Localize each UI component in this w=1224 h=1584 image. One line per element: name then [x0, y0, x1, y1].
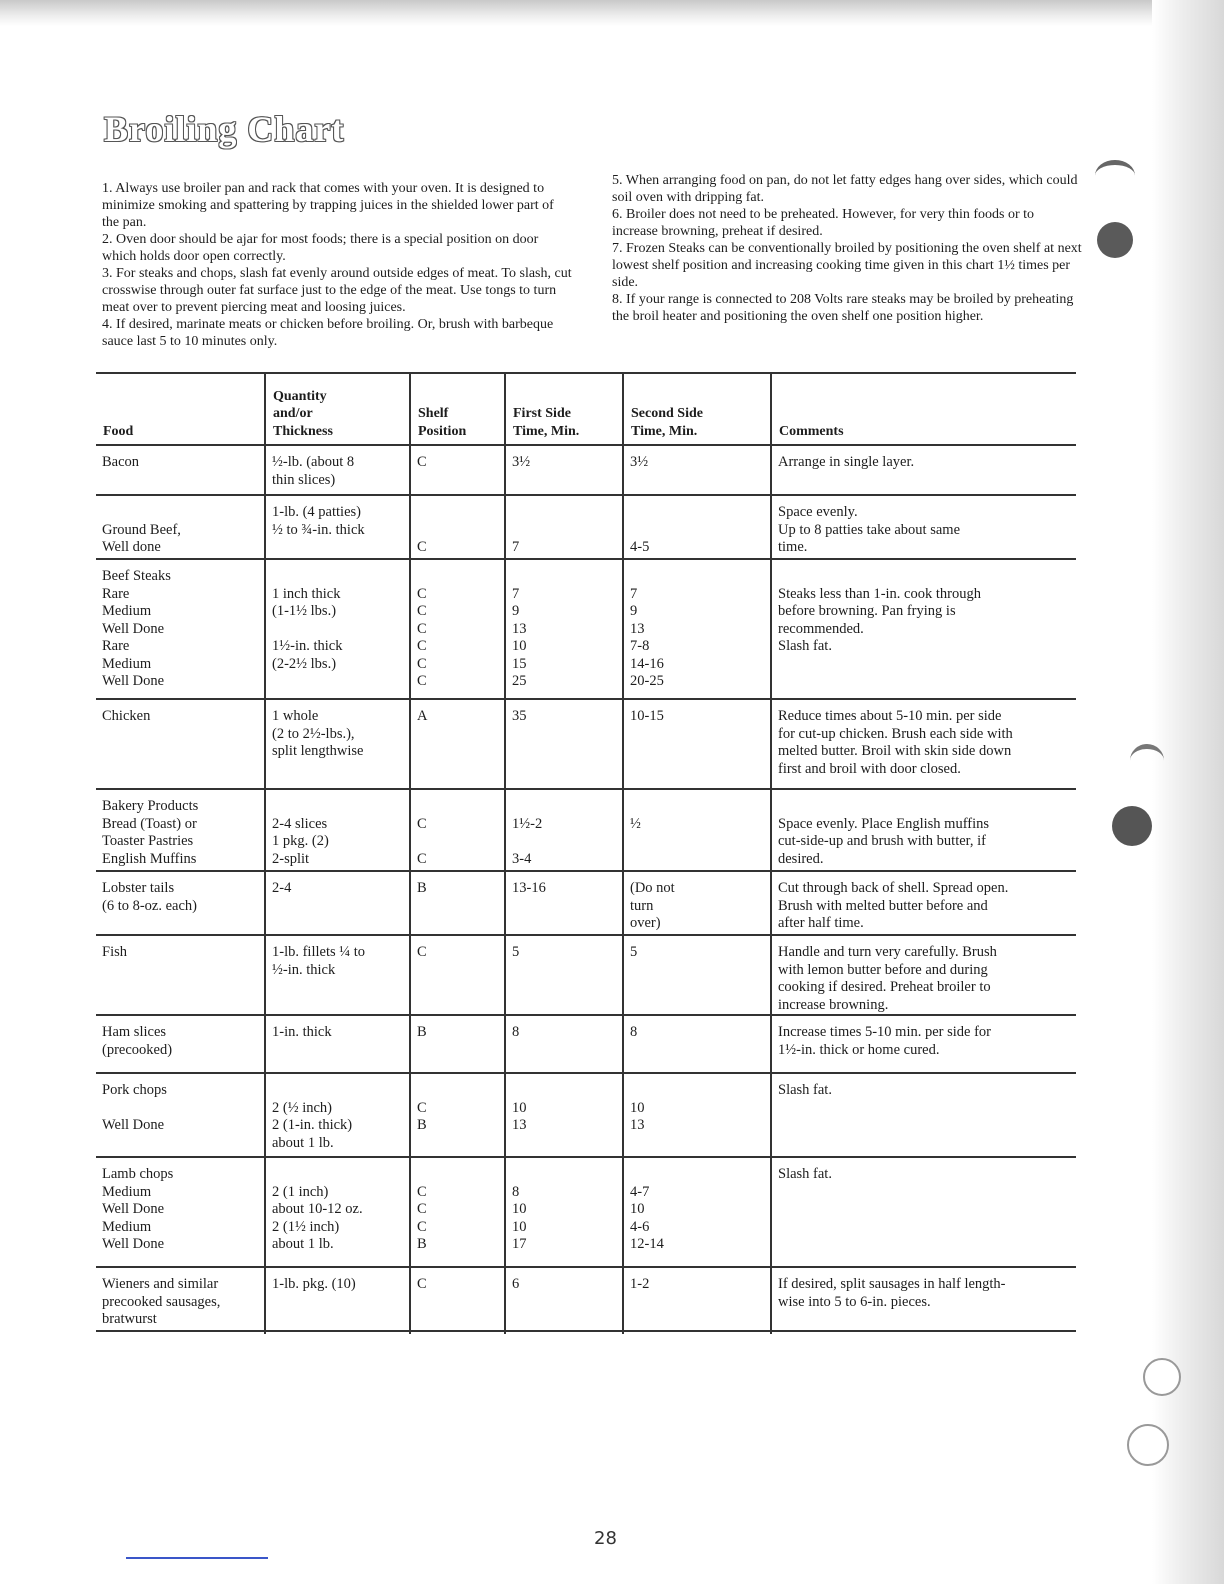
cell-text [102, 504, 258, 522]
cell-text: (precooked) [102, 1041, 173, 1058]
food-cell [96, 496, 266, 562]
header-first-side: First Side Time, Min. [506, 374, 624, 444]
cell-text: B [417, 880, 427, 896]
quantity-cell [266, 1268, 411, 1334]
note-7: 7. Frozen Steaks can be conventionally broiled by positioning the oven shelf at next lowest shelf position and increasing cooking time given in this chart 1½ times per side. [612, 241, 1082, 290]
quantity-cell [266, 700, 411, 788]
cell-text: C [417, 1218, 427, 1235]
cell-text: C [417, 850, 427, 867]
first-side-cell [506, 446, 624, 494]
cell-text: ½ to ¾-in. thick [272, 521, 365, 538]
note-3: 3. For steaks and chops, slash fat evenly around outside edges of meat. To slash, cut crosswise through outer fat surface just to the edge of the meat. Use tongs to turn meat over to prevent piercing meat and loosing juices. [102, 266, 572, 315]
cell-text: 15 [512, 655, 527, 672]
cell-text: Space evenly. Place English muffins [778, 815, 990, 832]
first-side-cell [506, 1074, 624, 1157]
note-2: 2. Oven door should be ajar for most foods; there is a special position on door which holds door open correctly. [102, 232, 539, 264]
cell-text [630, 504, 764, 522]
cell-text: 1½-2 [512, 815, 543, 832]
notes-left [102, 180, 572, 350]
cell-text: 1-in. thick [272, 1024, 332, 1040]
cell-text [630, 1082, 764, 1100]
cell-text: (1-1½ lbs.) [272, 603, 337, 619]
table-row [96, 1158, 1076, 1268]
cell-text: Rare [102, 585, 130, 602]
cell-text: 7 [512, 539, 520, 555]
cell-text: 2-4 slices [272, 815, 328, 832]
cell-text: time. [778, 539, 808, 555]
cell-text [417, 798, 498, 816]
first-side-cell [506, 560, 624, 698]
footer-link-line [126, 1557, 268, 1559]
shelf-cell [411, 560, 506, 698]
broiling-chart-table [96, 372, 1076, 1332]
cell-text: 1½-in. thick [272, 638, 343, 654]
punch-hole [1112, 806, 1152, 846]
note-5: 5. When arranging food on pan, do not let fatty edges hang over sides, which could soil oven with dripping fat. [612, 173, 1078, 205]
cell-text [512, 798, 616, 816]
table-row [96, 560, 1076, 700]
note-6: 6. Broiler does not need to be preheated. However, for very thin foods or to increase browning, preheat if desired. [612, 207, 1035, 239]
food-cell [96, 1016, 266, 1072]
punch-hole [1143, 1358, 1181, 1396]
cell-text: Slash fat. [778, 1166, 832, 1182]
cell-text: 1-lb. (4 patties) [272, 504, 361, 520]
cell-text: C [417, 1183, 427, 1200]
cell-text: 5 [630, 944, 638, 960]
first-side-cell [506, 496, 624, 562]
cell-text: 2 (1 inch) [272, 1183, 329, 1200]
table-row [96, 700, 1076, 790]
cell-text: Medium [102, 655, 152, 672]
quantity-cell [266, 446, 411, 494]
cell-text: 25 [512, 673, 527, 689]
cell-text: 10 [512, 638, 527, 654]
cell-text: Toaster Pastries [102, 833, 194, 849]
shelf-cell [411, 1016, 506, 1072]
cell-text: C [417, 539, 427, 555]
first-side-cell [506, 790, 624, 873]
cell-text: about 1 lb. [272, 1236, 334, 1252]
cell-text: bratwurst [102, 1311, 157, 1327]
table-row [96, 496, 1076, 560]
cell-text [630, 798, 764, 816]
cell-text: (6 to 8-oz. each) [102, 897, 198, 914]
cell-text: 1 inch thick [272, 585, 341, 602]
second-side-cell [624, 1074, 772, 1157]
cell-text [417, 1166, 498, 1184]
comments-cell [772, 936, 1076, 1019]
cell-text: with lemon butter before and during [778, 961, 988, 978]
food-cell [96, 560, 266, 698]
cell-text: 10-15 [630, 708, 664, 724]
cell-text: C [417, 620, 427, 637]
cell-text [512, 1166, 616, 1184]
cell-text: Up to 8 patties take about same [778, 521, 961, 538]
header-comments: Comments [779, 424, 844, 439]
cell-text: Steaks less than 1-in. cook through [778, 585, 981, 602]
cell-text: 12-14 [630, 1236, 664, 1252]
cell-text: Pork chops [102, 1082, 167, 1098]
cell-text: increase browning. [778, 996, 889, 1013]
first-side-cell [506, 872, 624, 938]
food-cell [96, 1158, 266, 1266]
comments-cell [772, 872, 1076, 938]
cell-text: C [417, 944, 427, 960]
cell-text: 13 [630, 1117, 645, 1133]
second-side-cell [624, 560, 772, 698]
shelf-cell [411, 936, 506, 1019]
cell-text: 4-7 [630, 1183, 650, 1200]
cell-text: 2 (1-in. thick) [272, 1117, 353, 1133]
cell-text: ½ [630, 815, 641, 832]
scan-top-edge [0, 0, 1224, 26]
cell-text: about 1 lb. [272, 1134, 334, 1151]
table-body [96, 446, 1076, 1332]
cell-text: (2 to 2½-lbs.), [272, 725, 355, 742]
quantity-cell [266, 872, 411, 938]
cell-text [630, 1166, 764, 1184]
cell-text [272, 798, 403, 816]
cell-text: C [417, 815, 427, 832]
shelf-cell [411, 790, 506, 873]
cell-text [102, 1100, 258, 1118]
cell-text: after half time. [778, 915, 864, 931]
cell-text: Wieners and similar [102, 1276, 219, 1292]
quantity-cell [266, 560, 411, 698]
quantity-cell [266, 1016, 411, 1072]
cell-text: B [417, 1236, 427, 1252]
header-quantity: Quantity and/or Thickness [266, 374, 411, 444]
cell-text: Bread (Toast) or [102, 815, 197, 832]
cell-text: 17 [512, 1236, 527, 1252]
food-cell [96, 1268, 266, 1334]
cell-text: thin slices) [272, 471, 336, 488]
cell-text: C [417, 454, 427, 470]
quantity-cell [266, 496, 411, 562]
cell-text: Well done [102, 539, 161, 555]
cell-text: Reduce times about 5-10 min. per side [778, 708, 1002, 724]
cell-text: turn [630, 897, 654, 914]
cell-text: first and broil with door closed. [778, 760, 961, 777]
quantity-cell [266, 936, 411, 1019]
shelf-cell [411, 446, 506, 494]
page-title: Broiling Chart [104, 109, 345, 149]
cell-text: Ham slices [102, 1024, 167, 1040]
cell-text: 2 (1½ inch) [272, 1218, 340, 1235]
cell-text: cut-side-up and brush with butter, if [778, 833, 987, 849]
cell-text [417, 568, 498, 586]
cell-text: Fish [102, 944, 127, 960]
cell-text: Bacon [102, 454, 140, 470]
cell-text [630, 522, 764, 540]
cell-text [778, 798, 1070, 816]
cell-text: 1-lb. fillets ¼ to [272, 944, 366, 960]
cell-text: B [417, 1024, 427, 1040]
first-side-cell [506, 1158, 624, 1266]
food-cell [96, 446, 266, 494]
cell-text: 1½-in. thick or home cured. [778, 1041, 940, 1058]
food-cell [96, 936, 266, 1019]
cell-text: C [417, 673, 427, 689]
cell-text [272, 673, 403, 691]
cell-text: (2-2½ lbs.) [272, 655, 337, 672]
cell-text: 13-16 [512, 880, 546, 896]
cell-text: 7 [630, 585, 638, 602]
table-row [96, 1074, 1076, 1158]
cell-text: Well Done [102, 673, 165, 689]
cell-text: before browning. Pan frying is [778, 603, 956, 619]
shelf-cell [411, 1158, 506, 1266]
shelf-cell [411, 872, 506, 938]
cell-text: 10 [512, 1099, 527, 1116]
first-side-cell [506, 1016, 624, 1072]
header-food: Food [96, 374, 266, 444]
cell-text: C [417, 1099, 427, 1116]
cell-text: Rare [102, 638, 130, 654]
cell-text: Ground Beef, [102, 521, 181, 538]
cell-text: 10 [512, 1218, 527, 1235]
table-row [96, 872, 1076, 936]
quantity-cell [266, 1158, 411, 1266]
first-side-cell [506, 1268, 624, 1334]
cell-text: Medium [102, 603, 152, 619]
cell-text: 7 [512, 585, 520, 602]
cell-text [512, 522, 616, 540]
cell-text: Slash fat. [778, 638, 832, 654]
cell-text: C [417, 585, 427, 602]
cell-text: 4-5 [630, 539, 650, 555]
cell-text: about 10-12 oz. [272, 1201, 363, 1217]
cell-text [512, 833, 616, 851]
second-side-cell [624, 700, 772, 788]
cell-text: Bakery Products [102, 798, 199, 814]
cell-text: ½-in. thick [272, 961, 336, 978]
cell-text: 35 [512, 708, 527, 724]
cell-text: over) [630, 915, 661, 931]
second-side-cell [624, 1158, 772, 1266]
cell-text: Well Done [102, 1117, 165, 1133]
table-row [96, 936, 1076, 1016]
cell-text: C [417, 1276, 427, 1292]
shelf-cell [411, 1074, 506, 1157]
cell-text: ½-lb. (about 8 [272, 454, 355, 470]
shelf-cell [411, 1268, 506, 1334]
cell-text: 9 [630, 603, 638, 619]
cell-text: 7-8 [630, 638, 650, 654]
cell-text: recommended. [778, 620, 864, 637]
cell-text: 1 whole [272, 708, 319, 724]
cell-text [272, 621, 403, 639]
comments-cell [772, 560, 1076, 698]
second-side-cell [624, 1016, 772, 1072]
cell-text: 3½ [630, 454, 649, 470]
cell-text: 20-25 [630, 673, 664, 689]
cell-text: 4-6 [630, 1218, 650, 1235]
cell-text: 6 [512, 1276, 520, 1292]
cell-text: 14-16 [630, 655, 664, 672]
second-side-cell [624, 790, 772, 873]
cell-text: 2-split [272, 850, 310, 867]
cell-text: Increase times 5-10 min. per side for [778, 1024, 991, 1040]
note-1: 1. Always use broiler pan and rack that comes with your oven. It is designed to minimize smoking and spattering by trapping juices in the shielded lower part of the pan. [102, 181, 554, 230]
scan-right-edge [1152, 0, 1224, 1584]
cell-text: 1-lb. pkg. (10) [272, 1276, 356, 1292]
cell-text: Well Done [102, 620, 165, 637]
cell-text: 13 [630, 620, 645, 637]
quantity-cell [266, 1074, 411, 1157]
cell-text [417, 833, 498, 851]
cell-text: 13 [512, 1117, 527, 1133]
cell-text: precooked sausages, [102, 1293, 221, 1310]
cell-text [417, 1082, 498, 1100]
food-cell [96, 700, 266, 788]
cell-text [630, 851, 764, 869]
cell-text: Lobster tails [102, 880, 175, 896]
cell-text: Chicken [102, 708, 151, 724]
cell-text: Arrange in single layer. [778, 454, 915, 470]
second-side-cell [624, 936, 772, 1019]
cell-text [417, 504, 498, 522]
cell-text: Slash fat. [778, 1082, 832, 1098]
note-4: 4. If desired, marinate meats or chicken before broiling. Or, brush with barbeque sauce last 5 to 10 minutes only. [102, 317, 554, 349]
cell-text: melted butter. Broil with skin side down [778, 743, 1012, 759]
food-cell [96, 790, 266, 873]
comments-cell [772, 1074, 1076, 1157]
second-side-cell [624, 1268, 772, 1334]
cell-text: Well Done [102, 1201, 165, 1217]
table-row [96, 446, 1076, 496]
notes-right [612, 172, 1082, 325]
cell-text: Space evenly. [778, 504, 858, 520]
cell-text: Beef Steaks [102, 568, 171, 584]
punch-hole [1127, 1424, 1169, 1466]
cell-text: C [417, 1201, 427, 1217]
first-side-cell [506, 936, 624, 1019]
cell-text: C [417, 638, 427, 654]
table-row [96, 1268, 1076, 1332]
cell-text: A [417, 708, 428, 724]
cell-text [272, 1166, 403, 1184]
cell-text: 13 [512, 620, 527, 637]
header-second-side: Second Side Time, Min. [624, 374, 772, 444]
comments-cell [772, 1016, 1076, 1072]
cell-text [512, 504, 616, 522]
cell-text: split lengthwise [272, 743, 364, 759]
cell-text: 1-2 [630, 1276, 650, 1292]
cell-text [512, 568, 616, 586]
table-row [96, 790, 1076, 872]
second-side-cell [624, 446, 772, 494]
cell-text: 2-4 [272, 880, 292, 896]
cell-text [512, 1082, 616, 1100]
comments-cell [772, 1268, 1076, 1334]
cell-text [272, 1082, 403, 1100]
cell-text: Well Done [102, 1236, 165, 1252]
cell-text: 5 [512, 944, 520, 960]
cell-text [630, 568, 764, 586]
punch-hole [1097, 222, 1133, 258]
cell-text: Handle and turn very carefully. Brush [778, 944, 997, 960]
shelf-cell [411, 496, 506, 562]
cell-text: C [417, 655, 427, 672]
cell-text: 1 pkg. (2) [272, 833, 329, 849]
cell-text: 8 [512, 1024, 520, 1040]
cell-text: Cut through back of shell. Spread open. [778, 880, 1009, 896]
cell-text: 8 [512, 1183, 520, 1200]
table-header [96, 374, 1076, 444]
comments-cell [772, 446, 1076, 494]
cell-text: B [417, 1117, 427, 1133]
first-side-cell [506, 700, 624, 788]
cell-text: cooking if desired. Preheat broiler to [778, 979, 991, 995]
cell-text: 10 [630, 1201, 645, 1217]
cell-text: 10 [630, 1099, 645, 1116]
cell-text: 3½ [512, 454, 531, 470]
cell-text: Brush with melted butter before and [778, 897, 988, 914]
quantity-cell [266, 790, 411, 873]
cell-text: for cut-up chicken. Brush each side with [778, 725, 1013, 742]
comments-cell [772, 496, 1076, 562]
header-shelf: Shelf Position [411, 374, 506, 444]
cell-text: wise into 5 to 6-in. pieces. [778, 1293, 931, 1310]
table-row [96, 1016, 1076, 1074]
cell-text: C [417, 603, 427, 619]
cell-text: Lamb chops [102, 1166, 174, 1182]
cell-text: If desired, split sausages in half length- [778, 1276, 1006, 1292]
note-8: 8. If your range is connected to 208 Volts rare steaks may be broiled by preheating the broil heater and positioning the oven shelf one position higher. [612, 292, 1074, 324]
cell-text: 2 (½ inch) [272, 1099, 332, 1116]
page-number: 28 [594, 1528, 617, 1549]
binder-ring [1130, 744, 1164, 777]
cell-text: 8 [630, 1024, 638, 1040]
cell-text: Medium [102, 1183, 152, 1200]
cell-text: 3-4 [512, 850, 532, 867]
comments-cell [772, 700, 1076, 788]
comments-cell [772, 1158, 1076, 1266]
cell-text: English Muffins [102, 850, 197, 867]
cell-text: desired. [778, 850, 824, 867]
second-side-cell [624, 496, 772, 562]
cell-text: (Do not [630, 880, 675, 896]
cell-text: Medium [102, 1218, 152, 1235]
cell-text [778, 568, 1070, 586]
second-side-cell [624, 872, 772, 938]
comments-cell [772, 790, 1076, 873]
food-cell [96, 1074, 266, 1157]
cell-text: 9 [512, 603, 520, 619]
food-cell [96, 872, 266, 938]
binder-ring [1095, 160, 1135, 191]
cell-text [272, 568, 403, 586]
cell-text [630, 833, 764, 851]
shelf-cell [411, 700, 506, 788]
cell-text [417, 522, 498, 540]
cell-text: 10 [512, 1201, 527, 1217]
